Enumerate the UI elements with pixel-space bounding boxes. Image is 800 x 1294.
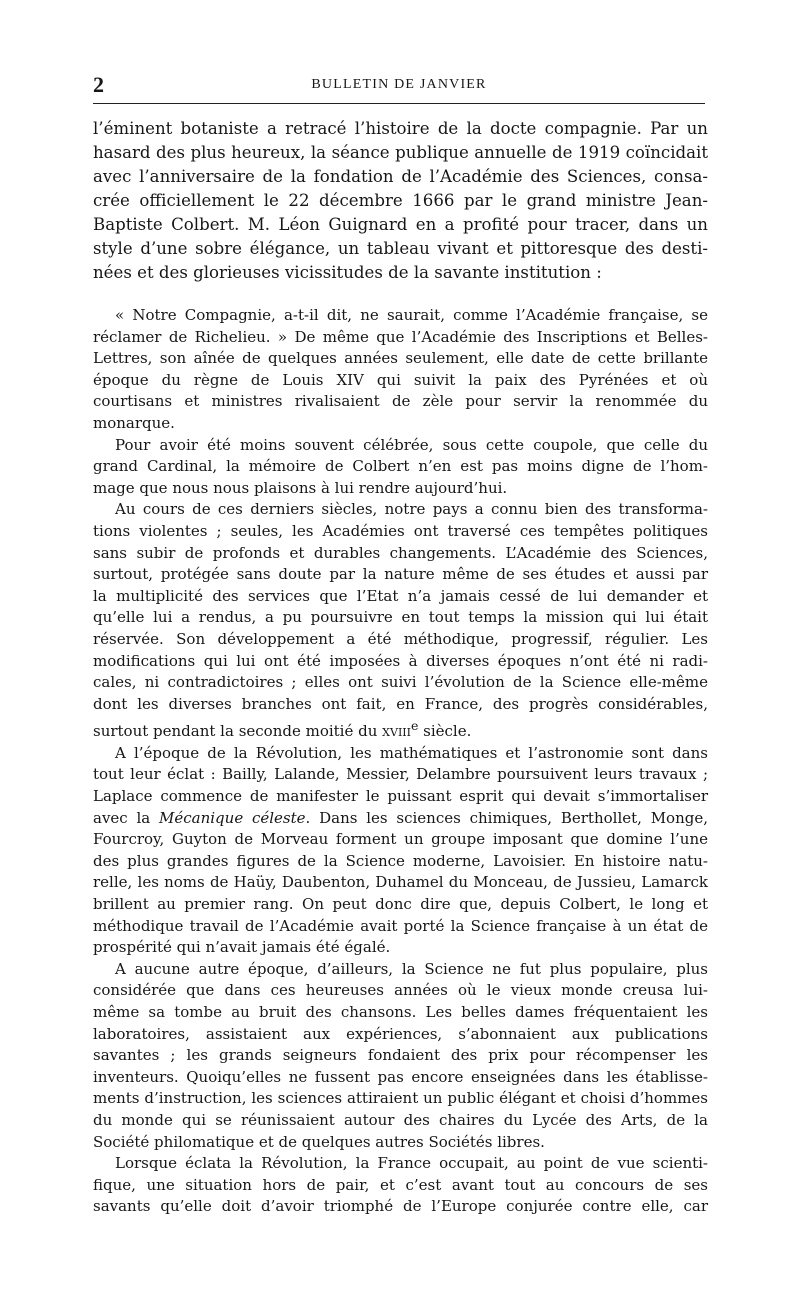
text-line: Lorsque éclata la Révolution, la France occupait, au point de vue scienti- (115, 1154, 708, 1173)
text-line: modifications qui lui ont été imposées à diverses époques n’ont été ni radi- (93, 651, 708, 670)
text-line: style d’une sobre élégance, un tableau vivant et pittoresque des desti- (93, 239, 708, 258)
text-line: réservée. Son développement a été méthodique, progressif, régulier. Les (93, 629, 708, 648)
text-line: Au cours de ces derniers siècles, notre pays a connu bien des transforma- (115, 500, 708, 519)
text-span: siècle. (418, 722, 472, 741)
text-line: nées et des glorieuses vicissitudes de la savante institution : (93, 263, 602, 282)
text-line: époque du règne de Louis XIV qui suivit la paix des Pyrénées et où (93, 370, 708, 389)
text-line: hasard des plus heureux, la séance publique annuelle de 1919 coïncidait (93, 143, 708, 162)
text-line: grand Cardinal, la mémoire de Colbert n’en est pas moins digne de l’hom- (93, 457, 708, 476)
text-line: la multiplicité des services que l’Etat n’a jamais cessé de lui demander et (93, 586, 708, 605)
text-line: Laplace commence de manifester le puissant esprit qui devait s’immortaliser (93, 787, 708, 806)
text-line: A aucune autre époque, d’ailleurs, la Science ne fut plus populaire, plus (115, 959, 708, 978)
text-line: considérée que dans ces heureuses années où le vieux monde creusa lui- (93, 981, 708, 1000)
text-line: Lettres, son aînée de quelques années seulement, elle date de cette brillante (93, 349, 708, 368)
text-line: inventeurs. Quoiqu’elles ne fussent pas encore enseignées dans les établisse- (93, 1067, 708, 1086)
text-line: dont les diverses branches ont fait, en France, des progrès considérables, (93, 694, 708, 713)
text-line: mage que nous nous plaisons à lui rendre aujourd’hui. (93, 478, 508, 497)
text-line: relle, les noms de Haüy, Daubenton, Duhamel du Monceau, de Jussieu, Lamarck (93, 873, 708, 892)
text-line: Fourcroy, Guyton de Morveau forment un groupe imposant que domine l’une (93, 830, 708, 849)
text-line: Pour avoir été moins souvent célébrée, sous cette coupole, que celle du (115, 435, 708, 454)
text-line: méthodique travail de l’Académie avait porté la Science française à un état de (93, 916, 708, 935)
superscript: e (410, 718, 419, 734)
text-line: des plus grandes figures de la Science moderne, Lavoisier. En histoire natu- (93, 851, 708, 870)
text-line: prospérité qui n’avait jamais été égalé. (93, 938, 391, 957)
book-title: Mécanique céleste (159, 808, 306, 827)
text-span: avec la (93, 808, 160, 827)
page-header (93, 70, 705, 100)
page-number: 2 (93, 72, 104, 97)
running-title: BULLETIN DE JANVIER (311, 77, 487, 92)
text-line: réclamer de Richelieu. » De même que l’Académie des Inscriptions et Belles- (93, 327, 708, 346)
text-line: sans subir de profonds et durables changements. L’Académie des Sciences, (93, 543, 708, 562)
text-line: cales, ni contradictoires ; elles ont suivi l’évolution de la Science elle-même (93, 673, 708, 692)
text-line: même sa tombe au bruit des chansons. Les belles dames fréquentaient les (93, 1003, 708, 1021)
text-line: surtout, protégée sans doute par la nature même de ses études et aussi par (93, 565, 708, 584)
text-line: monarque. (93, 413, 175, 432)
text-line: ments d’instruction, les sciences attiraient un public élégant et choisi d’hommes (93, 1089, 708, 1108)
text-line: tions violentes ; seules, les Académies ont traversé ces tempêtes politiques (93, 521, 708, 540)
text-line: brillent au premier rang. On peut donc dire que, depuis Colbert, le long et (93, 895, 708, 914)
text-line: fique, une situation hors de pair, et c’est avant tout au concours de ses (93, 1175, 708, 1194)
text-line: courtisans et ministres rivalisaient de zèle pour servir la renommée du (93, 392, 708, 411)
text-span: surtout pendant la seconde moitié du (93, 722, 383, 741)
text-line (93, 808, 708, 830)
header-rule (93, 103, 705, 104)
text-line: « Notre Compagnie, a-t-il dit, ne saurait, comme l’Académie française, se (115, 306, 708, 324)
text-line: savants qu’elle doit d’avoir triomphé de l’Europe conjurée contre elle, car (93, 1197, 708, 1216)
text-span: . Dans les sciences chimiques, Berthollet, Monge, (305, 808, 708, 827)
text-line: laboratoires, assistaient aux expériences, s’abonnaient aux publications (93, 1024, 708, 1043)
body-text (93, 117, 708, 1218)
quotation (93, 305, 708, 1218)
intro-paragraph (93, 117, 708, 285)
text-line: Société philomatique et de quelques autres Sociétés libres. (93, 1132, 545, 1151)
text-line: qu’elle lui a rendus, a pu poursuivre en tout temps la mission qui lui était (93, 608, 708, 627)
text-line: tout leur éclat : Bailly, Lalande, Messier, Delambre poursuivent leurs travaux ; (93, 765, 708, 784)
text-line: A l’époque de la Révolution, les mathématiques et l’astronomie sont dans (115, 743, 708, 762)
text-line: l’éminent botaniste a retracé l’histoire de la docte compagnie. Par un (93, 119, 708, 138)
text-line: crée officiellement le 22 décembre 1666 par le grand ministre Jean- (93, 191, 708, 210)
text-line: avec l’anniversaire de la fondation de l’Académie des Sciences, consa- (93, 167, 708, 186)
text-line (93, 715, 708, 743)
text-line: Baptiste Colbert. M. Léon Guignard en a profité pour tracer, dans un (93, 215, 708, 234)
text-line: du monde qui se réunissaient autour des chaires du Lycée des Arts, de la (93, 1110, 708, 1129)
century-numeral: xviii (382, 722, 411, 741)
text-line: savantes ; les grands seigneurs fondaient des prix pour récompenser les (93, 1046, 708, 1065)
